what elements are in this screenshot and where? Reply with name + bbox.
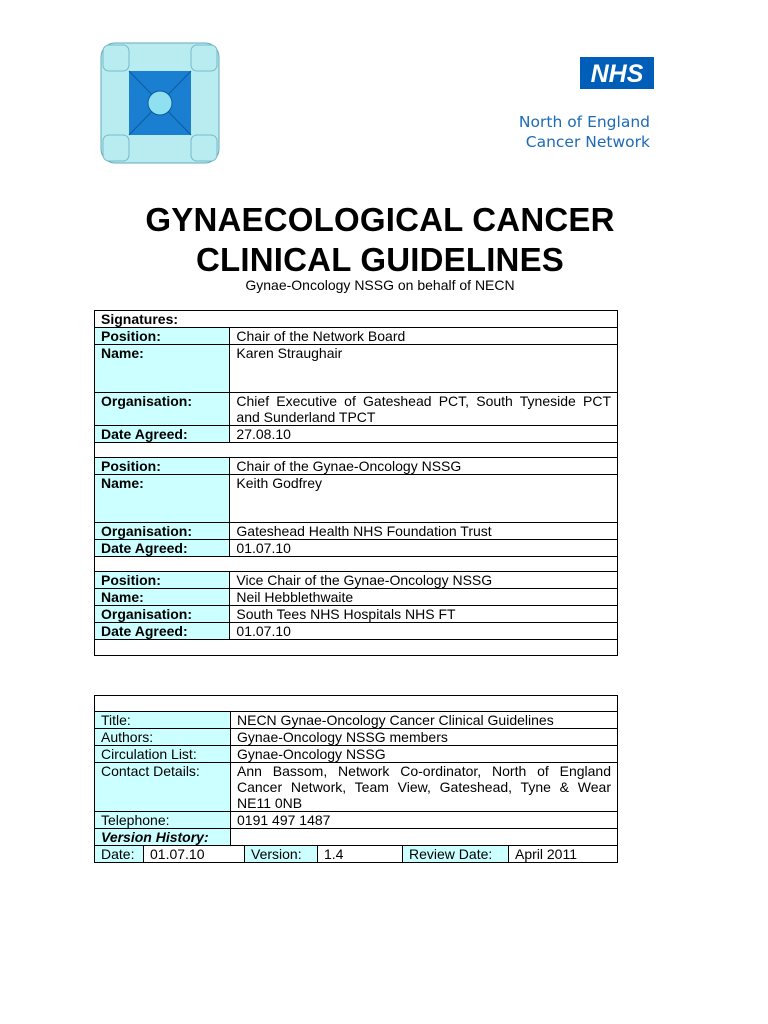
table-row — [95, 345, 618, 393]
name-label: Name: — [95, 345, 230, 393]
document-title — [0, 200, 760, 280]
svg-text:NHS: NHS — [590, 60, 644, 88]
table-row — [95, 393, 618, 426]
signatures-table — [94, 310, 618, 656]
telephone-label: Telephone: — [95, 812, 231, 829]
signatures-heading: Signatures: — [95, 311, 618, 328]
contact-label: Contact Details: — [95, 763, 231, 812]
date-agreed-label: Date Agreed: — [95, 623, 230, 640]
circulation-value: Gynae-Oncology NSSG — [231, 746, 618, 763]
version-row — [95, 846, 618, 863]
name-label: Name: — [95, 589, 230, 606]
date-value: 01.07.10 — [144, 846, 245, 862]
document-subtitle: Gynae-Oncology NSSG on behalf of NECN — [245, 277, 515, 293]
table-row — [95, 557, 618, 572]
table-row — [95, 426, 618, 443]
title-line1: GYNAECOLOGICAL CANCER — [145, 201, 615, 238]
table-row — [95, 746, 618, 763]
table-row — [95, 458, 618, 475]
position-label: Position: — [95, 328, 230, 345]
name-label: Name: — [95, 475, 230, 523]
table-row — [95, 540, 618, 557]
necn-diagram-logo — [100, 42, 220, 164]
nhs-brand — [505, 55, 665, 155]
table-row — [95, 640, 618, 656]
date-agreed-value: 01.07.10 — [230, 623, 618, 640]
network-name — [505, 112, 650, 152]
review-date-value: April 2011 — [515, 846, 578, 862]
date-agreed-label: Date Agreed: — [95, 426, 230, 443]
date-agreed-label: Date Agreed: — [95, 540, 230, 557]
circulation-label: Circulation List: — [95, 746, 231, 763]
table-row — [95, 328, 618, 345]
nhs-logo-icon — [580, 57, 654, 89]
spacer-row — [95, 696, 618, 712]
table-row — [95, 589, 618, 606]
table-row — [95, 523, 618, 540]
position-label: Position: — [95, 572, 230, 589]
organisation-value: Chief Executive of Gateshead PCT, South Tyneside PCT and Sunderland TPCT — [230, 393, 618, 426]
telephone-value: 0191 497 1487 — [231, 812, 618, 829]
spacer-row — [95, 640, 618, 656]
table-row — [95, 475, 618, 523]
table-row — [95, 812, 618, 829]
date-label: Date: — [95, 846, 144, 862]
version-history-label: Version History: — [95, 829, 231, 846]
date-agreed-value: 01.07.10 — [230, 540, 618, 557]
table-row — [95, 606, 618, 623]
review-date-label: Review Date: — [403, 846, 509, 862]
table-row — [95, 712, 618, 729]
contact-value: Ann Bassom, Network Co-ordinator, North of England Cancer Network, Team View, Gateshead, Tyne & Wear NE11 0NB — [231, 763, 618, 812]
table-row — [95, 729, 618, 746]
organisation-value: Gateshead Health NHS Foundation Trust — [230, 523, 618, 540]
table-row — [95, 443, 618, 458]
table-row — [95, 572, 618, 589]
title-label: Title: — [95, 712, 231, 729]
organisation-label: Organisation: — [95, 606, 230, 623]
position-value: Chair of the Network Board — [230, 328, 618, 345]
table-row — [95, 829, 618, 846]
version-value: 1.4 — [318, 846, 403, 862]
name-value: Neil Hebblethwaite — [230, 589, 618, 606]
name-value: Karen Straughair — [230, 345, 618, 393]
authors-value: Gynae-Oncology NSSG members — [231, 729, 618, 746]
table-row — [95, 311, 618, 328]
version-history-table — [95, 846, 617, 862]
spacer-row — [95, 557, 618, 572]
table-row — [95, 846, 618, 863]
table-row — [95, 696, 618, 712]
network-name-line2: Cancer Network — [525, 133, 650, 151]
document-details-table — [94, 695, 618, 863]
position-value: Vice Chair of the Gynae-Oncology NSSG — [230, 572, 618, 589]
spacer-row — [95, 443, 618, 458]
network-name-line1: North of England — [518, 113, 650, 131]
organisation-label: Organisation: — [95, 393, 230, 426]
version-label: Version: — [245, 846, 318, 862]
table-row — [95, 763, 618, 812]
version-history-empty — [231, 829, 618, 846]
name-value: Keith Godfrey — [230, 475, 618, 523]
title-value: NECN Gynae-Oncology Cancer Clinical Guidelines — [231, 712, 618, 729]
date-agreed-value: 27.08.10 — [230, 426, 618, 443]
authors-label: Authors: — [95, 729, 231, 746]
position-value: Chair of the Gynae-Oncology NSSG — [230, 458, 618, 475]
organisation-label: Organisation: — [95, 523, 230, 540]
position-label: Position: — [95, 458, 230, 475]
table-row — [95, 623, 618, 640]
organisation-value: South Tees NHS Hospitals NHS FT — [230, 606, 618, 623]
title-line2: CLINICAL GUIDELINES — [195, 241, 565, 278]
